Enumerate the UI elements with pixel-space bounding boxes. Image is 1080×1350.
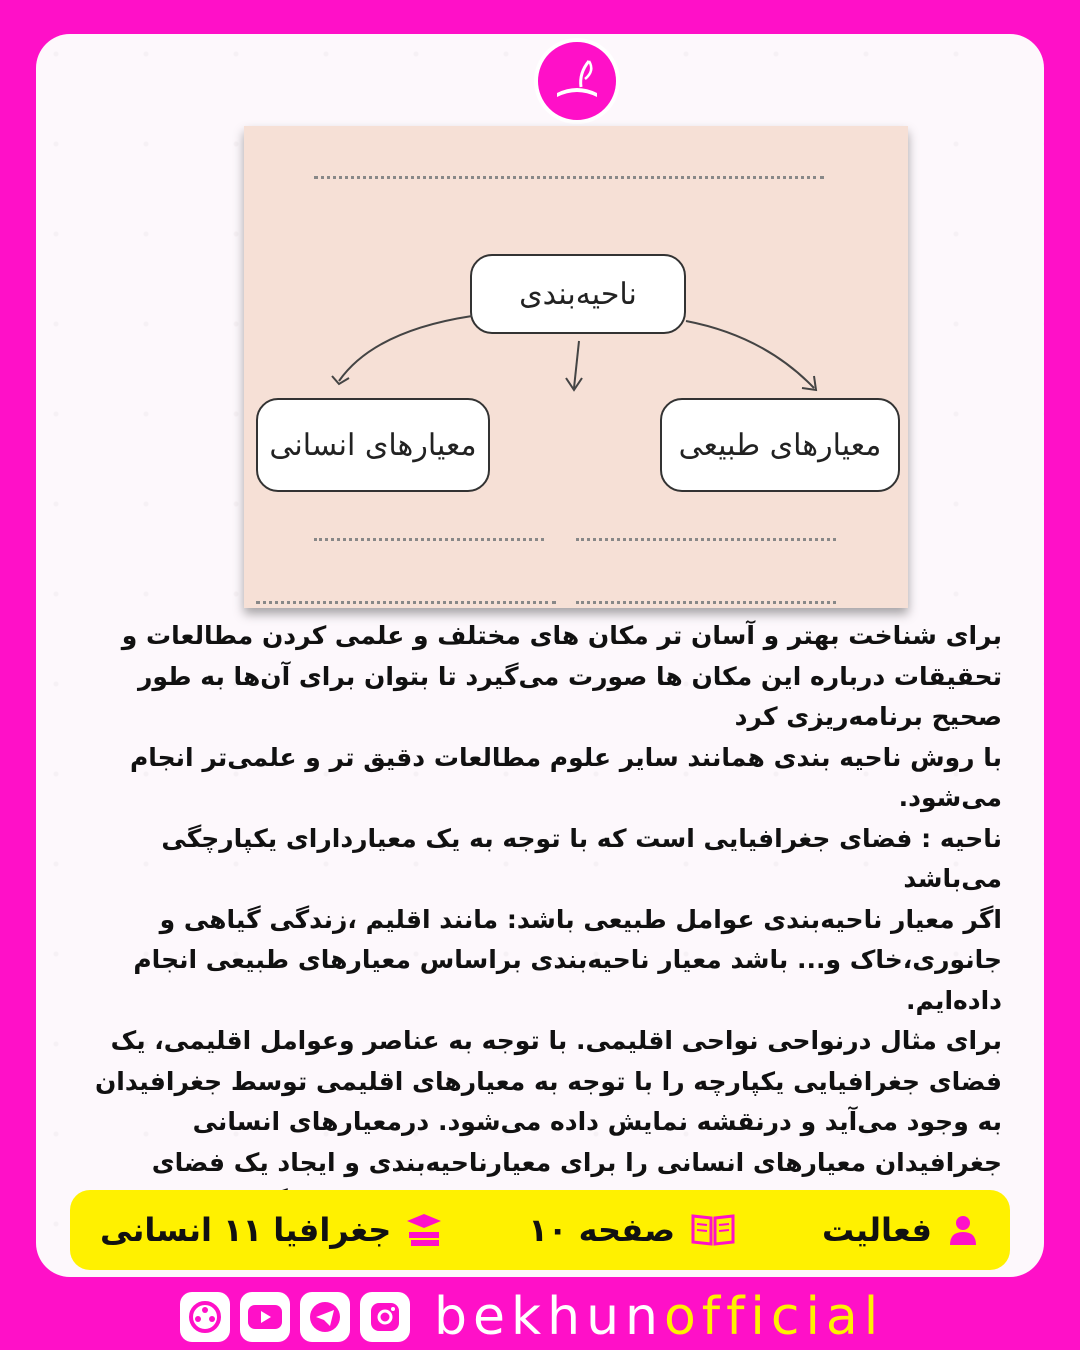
- books-graduation-icon: [405, 1212, 443, 1248]
- activity-label: فعالیت: [822, 1211, 980, 1249]
- brand-logo: [534, 38, 620, 124]
- diagram-node-center: ناحیه‌بندی: [470, 254, 686, 334]
- diagram-node-human: معیارهای انسانی: [256, 398, 490, 492]
- answer-line: [576, 538, 836, 541]
- diagram-node-natural: معیارهای طبیعی: [660, 398, 900, 492]
- diagram-arrows: [244, 126, 908, 608]
- paragraph: اگر معیار ناحیه‌بندی عوامل طبیعی باشد: مانند اقلیم ،زندگی گیاهی و جانوری،خاک و... باشد معیار ناحیه‌بندی براساس معیارهای طبیعی انجام داده‌ایم.: [133, 904, 1002, 1015]
- instagram-icon[interactable]: [360, 1292, 410, 1342]
- video-icon[interactable]: [180, 1292, 230, 1342]
- youtube-icon[interactable]: [240, 1292, 290, 1342]
- person-icon: [946, 1213, 980, 1247]
- open-book-icon: [689, 1212, 737, 1248]
- explanation-text: [74, 616, 1002, 1264]
- answer-line: [256, 601, 556, 604]
- content-card: [36, 34, 1044, 1277]
- book-feather-logo-icon: [549, 53, 605, 109]
- regionalization-diagram: [244, 126, 908, 608]
- paragraph: با روش ناحیه بندی همانند سایر علوم مطالعات دقیق تر و علمی‌تر انجام می‌شود.: [129, 742, 1002, 812]
- paragraph: برای شناخت بهتر و آسان تر مکان های مختلف و علمی کردن مطالعات و تحقیقات درباره این مکان ها صورت می‌گیرد تا بتوان برای آن‌ها به طور صحیح برنامه‌ریزی کرد: [121, 621, 1002, 731]
- brand-handle[interactable]: bekhunofficial: [434, 1287, 885, 1347]
- telegram-icon[interactable]: [300, 1292, 350, 1342]
- answer-line: [576, 601, 836, 604]
- subject-label: جغرافیا ۱۱ انسانی: [100, 1211, 443, 1249]
- social-bar: [180, 1286, 884, 1348]
- answer-line: [314, 538, 544, 541]
- paragraph: برای مثال درنواحی نواحی اقلیمی. با توجه به عناصر وعوامل اقلیمی، یک فضای جغرافیایی یکپارچه را با توجه به معیارهای اقلیمی توسط جغرافیدان به وجود می‌آید و درنقشه نمایش داده می‌شود. درمعیارهای انسانی جغرافیدان معیارهای انسانی را برای معیارناحیه‌بندی و ایجاد یک فضای: [94, 1026, 1002, 1177]
- info-bar: [70, 1190, 1010, 1270]
- page-label: صفحه ۱۰: [528, 1211, 737, 1249]
- paragraph: ناحیه : فضای جغرافیایی است که با توجه به یک معیاردارای یکپارچگی می‌باشد: [161, 823, 1002, 893]
